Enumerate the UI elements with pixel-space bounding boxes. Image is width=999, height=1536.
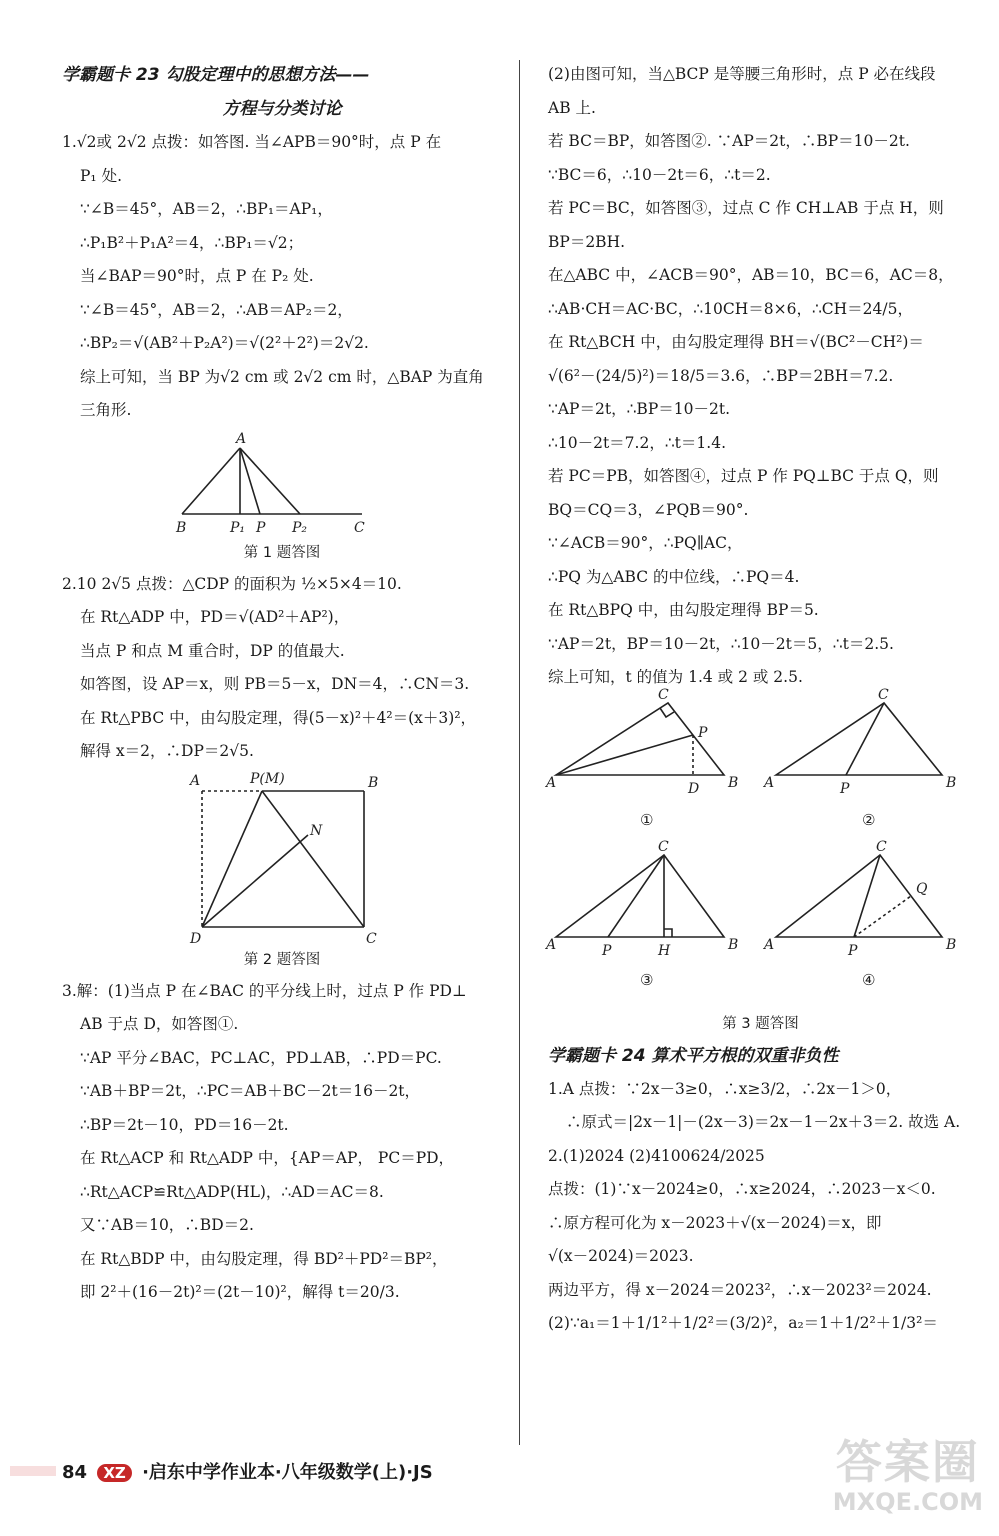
fig3a-label-B: B (728, 774, 739, 791)
q3c-line: ∵AP＝2t，∴BP＝10－2t. (548, 400, 730, 418)
q1-line: 当∠BAP＝90°时，点 P 在 P₂ 处. (80, 267, 314, 285)
q3-line: ∵AP 平分∠BAC，PC⊥AC，PD⊥AB，∴PD＝PC. (80, 1048, 442, 1067)
q3-line: 即 2²＋(16－2t)²＝(2t－10)²，解得 t＝20/3. (80, 1283, 400, 1301)
question-3 (62, 975, 502, 1310)
fig1-label-P: P (256, 519, 266, 536)
q3-line: ∴BP＝2t－10，PD＝16－2t. (80, 1115, 289, 1134)
q24-1-line: ∴原式＝|2x－1|－(2x－3)＝2x－1－2x＋3＝2. 故选 A. (566, 1113, 961, 1131)
q3-line: 3.解：(1)当点 P 在∠BAC 的平分线上时，过点 P 作 PD⊥ (62, 981, 467, 1000)
q24-2-line: 2.(1)2024 (2)4100624/2025 (548, 1146, 765, 1165)
fig3d-label-Q: Q (916, 880, 928, 897)
card24-title: 学霸题卡 24 算术平方根的双重非负性 (548, 1045, 839, 1066)
fig3d-label-B: B (946, 936, 957, 953)
fig3c-label-B: B (728, 936, 739, 953)
q3c-line: BQ＝CQ＝3，∠PQB＝90°. (548, 500, 749, 519)
q3c-line: ∴PQ 为△ABC 的中位线，∴PQ＝4. (548, 567, 800, 586)
q3c-line: AB 上. (548, 98, 596, 117)
q3c-line: 在 Rt△BPQ 中，由勾股定理得 BP＝5. (548, 601, 819, 619)
watermark-line1: 答案圈 (835, 1435, 980, 1489)
figure-1-caption: 第 1 题答图 (243, 544, 321, 561)
fig2-label-A: A (190, 772, 201, 789)
fig2-label-B: B (368, 774, 379, 791)
question-2 (62, 568, 502, 769)
figure-2-caption: 第 2 题答图 (243, 951, 321, 968)
fig3a-label-C: C (658, 686, 669, 703)
q3c-line: 在△ABC 中，∠ACB＝90°，AB＝10，BC＝6，AC＝8， (548, 266, 954, 284)
card24-q2 (548, 1140, 973, 1341)
figure-3 (546, 686, 968, 1005)
q1-line: ∴P₁B²＋P₁A²＝4，∴BP₁＝√2； (80, 233, 304, 252)
fig3-sub-4: ④ (862, 970, 876, 989)
fig3a-label-D: D (688, 780, 700, 797)
q3c-line: √(6²－(24/5)²)＝18/5＝3.6，∴BP＝2BH＝7.2. (548, 366, 894, 385)
q1-line: 综上可知，当 BP 为√2 cm 或 2√2 cm 时，△BAP 为直角 (80, 367, 484, 386)
question-1 (62, 126, 502, 428)
q1-line: 1.√2或 2√2 点拨：如答图. 当∠APB＝90°时，点 P 在 (62, 133, 442, 151)
fig3b-label-P: P (840, 780, 850, 797)
watermark (833, 1436, 983, 1516)
q3-line: AB 于点 D，如答图①. (80, 1015, 239, 1033)
q2-line: 当点 P 和点 M 重合时，DP 的值最大. (80, 641, 345, 660)
fig1-label-A: A (236, 430, 247, 447)
figure-1 (172, 428, 392, 538)
q24-2-line: ∴原方程可化为 x－2023＋√(x－2024)＝x，即 (548, 1213, 882, 1232)
q3-line: ∴Rt△ACP≌Rt△ADP(HL)，∴AD＝AC＝8. (80, 1182, 384, 1201)
page-number: 84 (62, 1462, 88, 1483)
q2-line: 2.10 2√5 点拨：△CDP 的面积为 ½×5×4＝10. (62, 574, 402, 593)
q24-1-line: 1.A 点拨：∵2x－3≥0，∴x≥3/2，∴2x－1＞0， (548, 1079, 902, 1098)
fig3c-label-A: A (546, 936, 557, 953)
fig2-label-N: N (310, 822, 323, 839)
fig3c-label-C: C (658, 838, 669, 855)
q3c-line: (2)由图可知，当△BCP 是等腰三角形时，点 P 必在线段 (548, 65, 936, 83)
fig3-sub-3: ③ (640, 970, 654, 989)
fig1-label-P2: P₂ (292, 519, 308, 536)
fig3d-label-A: A (764, 936, 775, 953)
q3c-line: ∵BC＝6，∴10－2t＝6，∴t＝2. (548, 165, 771, 184)
fig3c-label-H: H (658, 942, 671, 959)
right-column (548, 58, 973, 1341)
fig3d-label-P: P (848, 942, 858, 959)
q1-line: P₁ 处. (80, 166, 122, 185)
card23-title: 学霸题卡 23 勾股定理中的思想方法—— (62, 65, 370, 85)
q3c-line: 若 PC＝BC，如答图③，过点 C 作 CH⊥AB 于点 H，则 (548, 199, 944, 217)
q1-line: ∴BP₂＝√(AB²＋P₂A²)＝√(2²＋2²)＝2√2. (80, 334, 369, 352)
q24-2-line: 点拨：(1)∵x－2024≥0，∴x≥2024，∴2023－x＜0. (548, 1180, 936, 1198)
q2-line: 如答图，设 AP＝x，则 PB＝5－x，DN＝4，∴CN＝3. (80, 675, 470, 693)
q2-line: 解得 x＝2，∴DP＝2√5. (80, 742, 254, 760)
fig3c-label-P: P (602, 942, 612, 959)
card24-q1 (548, 1073, 973, 1140)
q3c-line: 若 BC＝BP，如答图②. ∵AP＝2t，∴BP＝10－2t. (548, 132, 910, 150)
q24-2-line: √(x－2024)＝2023. (548, 1247, 694, 1265)
column-divider (519, 60, 520, 1445)
q3c-line: ∴10－2t＝7.2，∴t＝1.4. (548, 433, 726, 452)
publisher-badge: XZ (97, 1464, 131, 1482)
fig3a-label-P: P (698, 724, 708, 741)
page-edge-mark (10, 1466, 56, 1476)
q2-line: 在 Rt△PBC 中，由勾股定理，得(5－x)²＋4²＝(x＋3)²， (80, 708, 477, 727)
fig3-sub-2: ② (862, 810, 876, 829)
q24-2-line: 两边平方，得 x－2024＝2023²，∴x－2023²＝2024. (548, 1280, 932, 1299)
fig2-label-C: C (366, 930, 377, 947)
fig3b-label-C: C (878, 686, 889, 703)
q3c-line: 若 PC＝PB，如答图④，过点 P 作 PQ⊥BC 于点 Q，则 (548, 467, 939, 485)
fig1-label-C: C (354, 519, 365, 536)
q3c-line: 综上可知，t 的值为 1.4 或 2 或 2.5. (548, 668, 803, 686)
left-column (62, 58, 502, 1310)
fig2-label-D: D (190, 930, 202, 947)
fig2-label-PM: P(M) (250, 770, 285, 787)
q3-line: 在 Rt△BDP 中，由勾股定理，得 BD²＋PD²＝BP²， (80, 1249, 448, 1268)
q3-line: 在 Rt△ACP 和 Rt△ADP 中，{AP＝AP， PC＝PD， (80, 1149, 455, 1167)
question-3-continued (548, 58, 973, 695)
fig1-label-P1: P₁ (230, 519, 246, 536)
fig3d-label-C: C (876, 838, 887, 855)
fig3-sub-1: ① (640, 810, 654, 829)
q3c-line: ∴AB·CH＝AC·BC，∴10CH＝8×6，∴CH＝24/5， (548, 299, 913, 318)
q3c-line: 在 Rt△BCH 中，由勾股定理得 BH＝√(BC²－CH²)＝ (548, 333, 924, 351)
fig1-label-B: B (176, 519, 187, 536)
q3c-line: ∵∠ACB＝90°，∴PQ∥AC， (548, 534, 743, 552)
fig3a-label-A: A (546, 774, 557, 791)
card23-subtitle: 方程与分类讨论 (222, 99, 342, 119)
q1-line: ∵∠B＝45°，AB＝2，∴BP₁＝AP₁， (80, 200, 333, 218)
q3-line: ∵AB＋BP＝2t，∴PC＝AB＋BC－2t＝16－2t， (80, 1082, 421, 1100)
figure-2 (172, 769, 392, 945)
q24-2-line: (2)∵a₁＝1＋1/1²＋1/2²＝(3/2)²，a₂＝1＋1/2²＋1/3²＝ (548, 1314, 938, 1332)
book-title: ·启东中学作业本·八年级数学(上)·JS (142, 1462, 433, 1483)
q1-line: 三角形. (80, 401, 132, 419)
page-footer (62, 1458, 433, 1484)
q2-line: 在 Rt△ADP 中，PD＝√(AD²＋AP²)， (80, 608, 350, 626)
q3-line: 又∵AB＝10，∴BD＝2. (80, 1216, 254, 1234)
fig3b-label-A: A (764, 774, 775, 791)
figure-3-caption: 第 3 题答图 (722, 1015, 799, 1032)
watermark-line2: MXQE.COM (832, 1488, 983, 1516)
q3c-line: BP＝2BH. (548, 232, 626, 251)
fig3b-label-B: B (946, 774, 957, 791)
q1-line: ∵∠B＝45°，AB＝2，∴AB＝AP₂＝2， (80, 300, 353, 319)
q3c-line: ∵AP＝2t，BP＝10－2t，∴10－2t＝5，∴t＝2.5. (548, 634, 894, 653)
